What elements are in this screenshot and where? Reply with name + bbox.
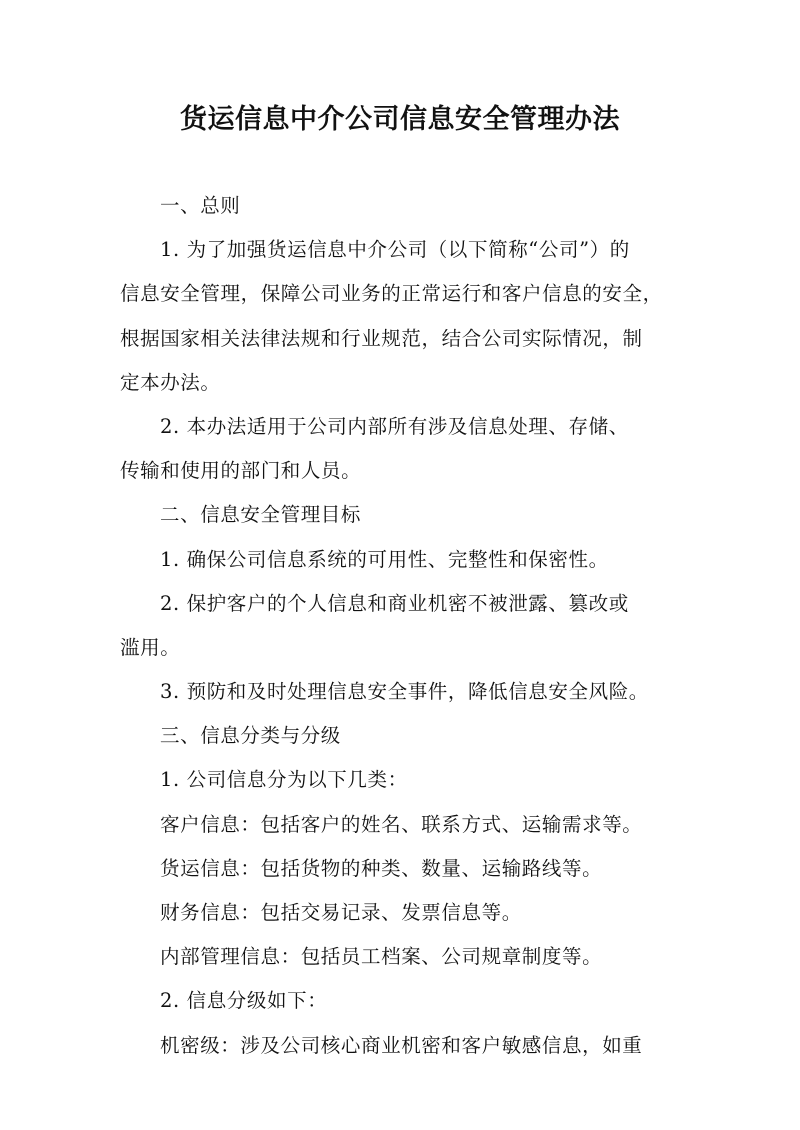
section-heading-classification: 三、信息分类与分级 — [160, 724, 341, 748]
paragraph-line: 客户信息：包括客户的姓名、联系方式、运输需求等。 — [160, 812, 643, 836]
paragraph-line: 1. 确保公司信息系统的可用性、完整性和保密性。 — [160, 547, 609, 571]
paragraph-line: 定本办法。 — [120, 370, 221, 394]
document-title: 货运信息中介公司信息安全管理办法 — [180, 104, 620, 135]
section-heading-general: 一、总则 — [160, 194, 241, 217]
paragraph-line: 1. 公司信息分为以下几类： — [160, 768, 408, 792]
paragraph-line: 2. 本办法适用于公司内部所有涉及信息处理、存储、 — [160, 414, 629, 438]
paragraph-line: 1. 为了加强货运信息中介公司（以下简称“公司”）的 — [160, 238, 630, 262]
paragraph-line: 2. 保护客户的个人信息和商业机密不被泄露、篡改或 — [160, 591, 629, 615]
paragraph-line: 货运信息：包括货物的种类、数量、运输路线等。 — [160, 856, 603, 880]
paragraph-line: 根据国家相关法律法规和行业规范，结合公司实际情况，制 — [120, 326, 643, 350]
paragraph-line: 内部管理信息：包括员工档案、公司规章制度等。 — [160, 945, 603, 969]
section-heading-goals: 二、信息安全管理目标 — [160, 503, 362, 527]
paragraph-line: 2. 信息分级如下： — [160, 989, 328, 1013]
paragraph-line: 传输和使用的部门和人员。 — [120, 459, 362, 483]
document-body — [120, 184, 686, 1068]
paragraph-line: 机密级：涉及公司核心商业机密和客户敏感信息，如重 — [160, 1033, 643, 1057]
paragraph-line: 滥用。 — [120, 635, 181, 659]
paragraph-line: 3. 预防和及时处理信息安全事件，降低信息安全风险。 — [160, 680, 649, 704]
paragraph-line: 信息安全管理，保障公司业务的正常运行和客户信息的安全， — [120, 282, 663, 306]
paragraph-line: 财务信息：包括交易记录、发票信息等。 — [160, 901, 522, 924]
